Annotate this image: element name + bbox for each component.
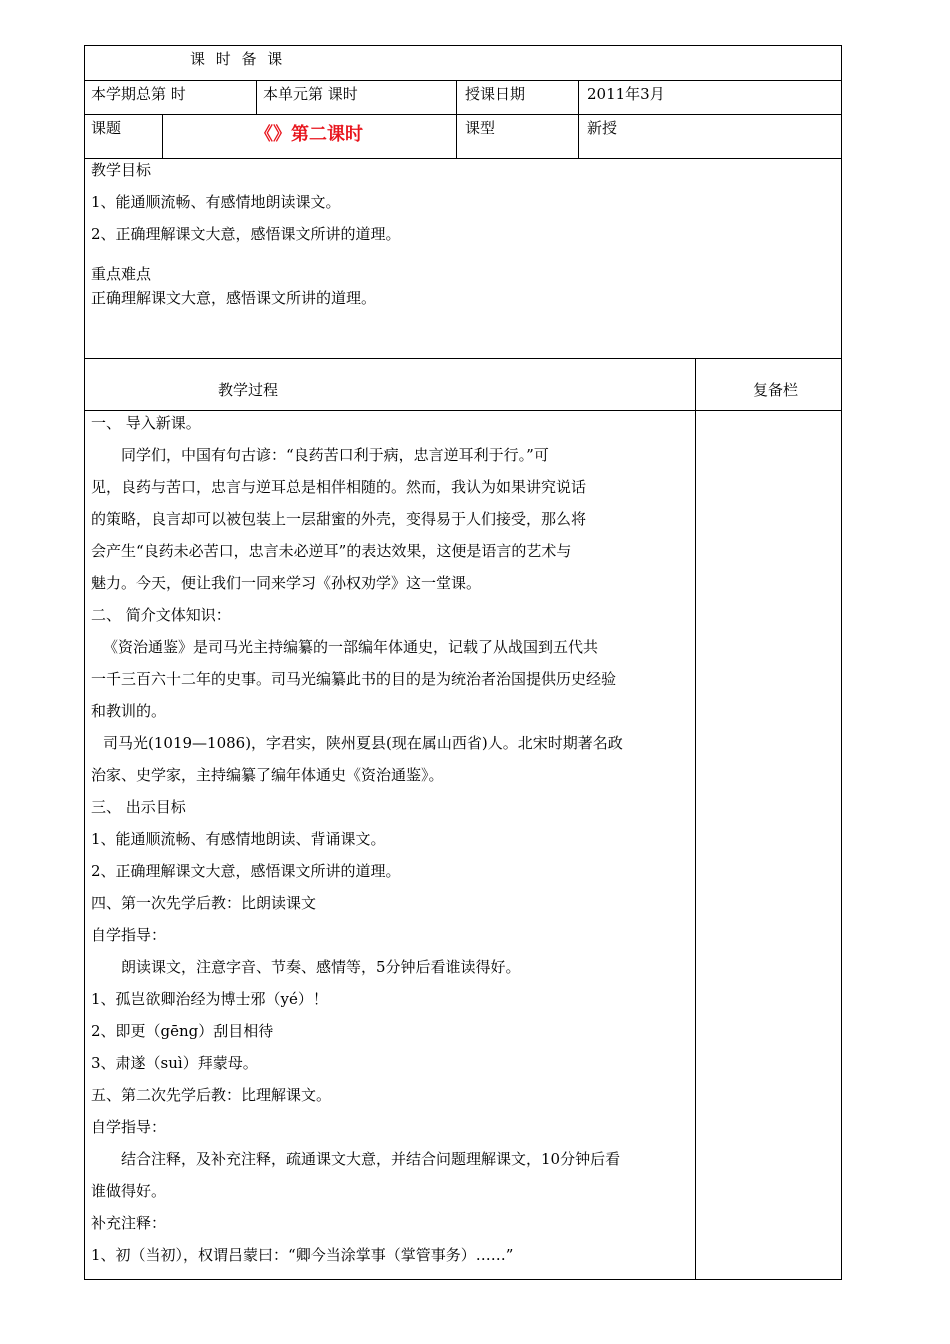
col-divider [456, 80, 457, 158]
list-item: 1、能通顺流畅、有感情地朗读、背诵课文。 [91, 830, 386, 848]
col-divider [256, 80, 257, 114]
date-value: 2011年3月 [587, 85, 665, 103]
list-item: 1、初（当初），权谓吕蒙曰：“卿今当涂掌事（掌管事务）……” [91, 1246, 514, 1264]
paragraph-line: 的策略，良言却可以被包装上一层甜蜜的外壳，变得易于人们接受，那么将 [91, 510, 587, 528]
list-item: 3、肃遂（suì）拜蒙母。 [91, 1054, 258, 1072]
paragraph-line: 和教训的。 [91, 702, 167, 720]
objective-item: 2、正确理解课文大意，感悟课文所讲的道理。 [91, 225, 401, 243]
review-column-heading: 复备栏 [753, 381, 799, 399]
sub-heading: 补充注释： [91, 1214, 167, 1232]
topic-label: 课题 [91, 119, 122, 137]
sub-heading: 自学指导： [91, 1118, 167, 1136]
paragraph-line: 朗读课文，注意字音、节奏、感情等，5分钟后看谁读得好。 [121, 958, 521, 976]
lesson-plan-table [84, 45, 842, 1280]
section-heading: 四、第一次先学后教：比朗读课文 [91, 894, 317, 912]
list-item: 1、孤岂欲卿治经为博士邪（yé）！ [91, 990, 328, 1008]
list-item: 2、即更（gēng）刮目相待 [91, 1022, 274, 1040]
process-body [91, 407, 691, 1271]
col-divider [162, 114, 163, 158]
row-divider [85, 114, 841, 115]
process-heading: 教学过程 [218, 381, 279, 399]
topic-value: 《》第二课时 [255, 124, 363, 145]
section-heading: 一、 导入新课。 [91, 414, 201, 432]
objectives-heading: 教学目标 [91, 161, 152, 179]
paragraph-line: 同学们，中国有句古谚：“良药苦口利于病，忠言逆耳利于行。”可 [121, 446, 549, 464]
paragraph-line: 谁做得好。 [91, 1182, 167, 1200]
unit-period-label: 本单元第 课时 [263, 85, 358, 103]
key-points-text: 正确理解课文大意，感悟课文所讲的道理。 [91, 289, 377, 307]
header-title: 课 时 备 课 [190, 50, 286, 68]
row-divider [85, 80, 841, 81]
section-heading: 五、第二次先学后教：比理解课文。 [91, 1086, 332, 1104]
paragraph-line: 结合注释，及补充注释，疏通课文大意，并结合问题理解课文，10分钟后看 [121, 1150, 621, 1168]
paragraph-line: 《资治通鉴》是司马光主持编纂的一部编年体通史，记载了从战国到五代共 [103, 638, 599, 656]
paragraph-line: 魅力。今天，便让我们一同来学习《孙权劝学》这一堂课。 [91, 574, 482, 592]
paragraph-line: 司马光(1019—1086)，字君实，陕州夏县(现在属山西省)人。北宋时期著名政 [103, 734, 623, 752]
col-divider [695, 358, 696, 1280]
section-heading: 三、 出示目标 [91, 798, 186, 816]
row-divider [85, 158, 841, 159]
objective-item: 1、能通顺流畅、有感情地朗读课文。 [91, 193, 341, 211]
lesson-type-value: 新授 [587, 119, 618, 137]
date-label: 授课日期 [465, 85, 526, 103]
col-divider [578, 80, 579, 158]
paragraph-line: 治家、史学家，主持编纂了编年体通史《资治通鉴》。 [91, 766, 444, 784]
list-item: 2、正确理解课文大意，感悟课文所讲的道理。 [91, 862, 401, 880]
paragraph-line: 一千三百六十二年的史事。司马光编纂此书的目的是为统治者治国提供历史经验 [91, 670, 617, 688]
lesson-type-label: 课型 [465, 119, 496, 137]
paragraph-line: 会产生“良药未必苦口，忠言未必逆耳”的表达效果，这便是语言的艺术与 [91, 542, 572, 560]
row-divider [85, 358, 841, 359]
sub-heading: 自学指导： [91, 926, 167, 944]
key-points-heading: 重点难点 [91, 265, 152, 283]
section-heading: 二、 简介文体知识： [91, 606, 231, 624]
total-period-label: 本学期总第 时 [91, 85, 186, 103]
paragraph-line: 见，良药与苦口，忠言与逆耳总是相伴相随的。然而，我认为如果讲究说话 [91, 478, 587, 496]
